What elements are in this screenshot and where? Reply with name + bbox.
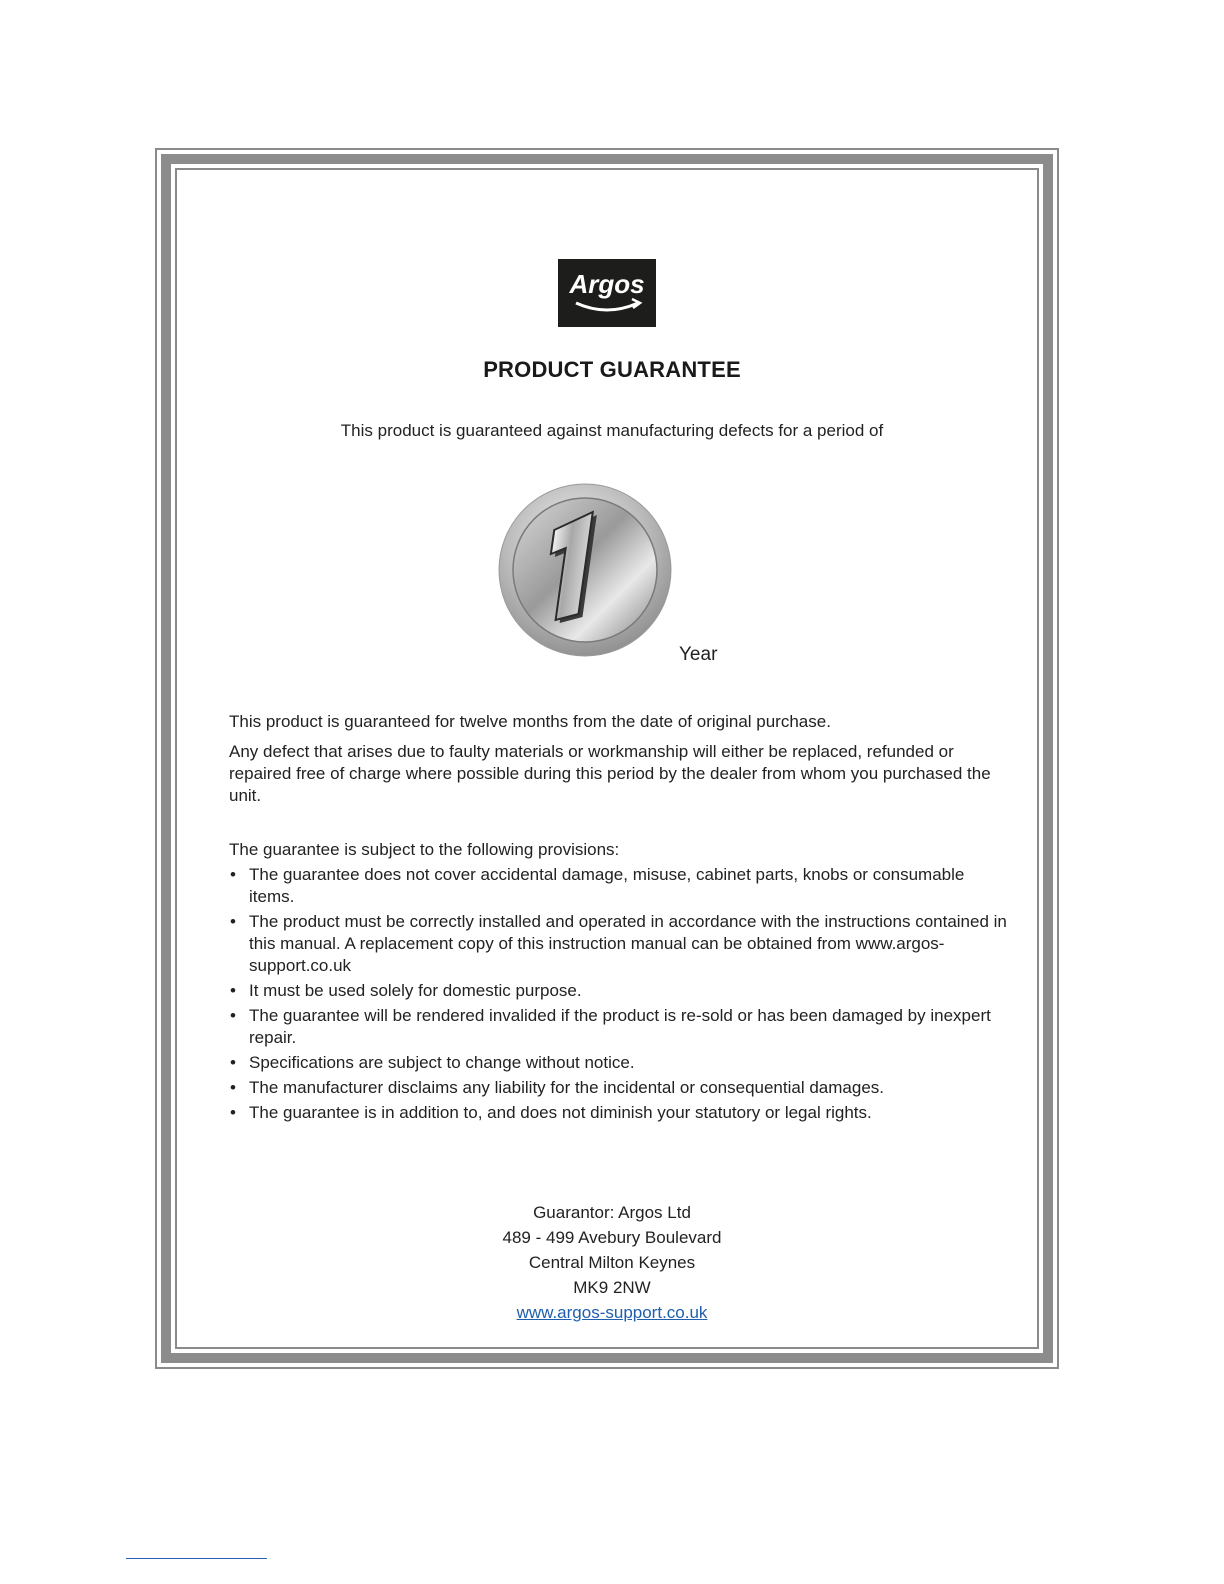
bullet-icon: • (230, 1006, 236, 1025)
address-city: Central Milton Keynes (528, 1253, 696, 1272)
argos-logo-graphic (558, 259, 656, 327)
bullet-icon: • (230, 912, 236, 931)
bullet-icon: • (230, 981, 236, 1000)
argos-logo (558, 259, 656, 327)
bullet-icon: • (230, 1053, 236, 1072)
bullet-icon: • (230, 865, 236, 884)
list-item (229, 1005, 1009, 1049)
bullet-icon: • (230, 1078, 236, 1097)
list-item (229, 1102, 1009, 1124)
provision-text: The guarantee does not cover accidental damage, misuse, cabinet parts, knobs or consumable items. (249, 865, 965, 906)
badge-unit-label: Year (679, 644, 718, 665)
address-street: 489 - 499 Avebury Boulevard (502, 1228, 722, 1247)
badge-medal-icon (497, 482, 673, 658)
guarantee-period-text: This product is guaranteed for twelve months from the date of original purchase. (229, 712, 831, 731)
list-item (229, 864, 1009, 908)
list-item (229, 1052, 1009, 1074)
provision-text: The product must be correctly installed and operated in accordance with the instructions contained in this manual. A replacement copy of this instruction manual can be obtained from www.argos-support.co.uk (249, 912, 1007, 975)
provision-text: The guarantee is in addition to, and does not diminish your statutory or legal rights. (249, 1103, 872, 1122)
list-item (229, 980, 1009, 1002)
defect-coverage-text: Any defect that arises due to faulty materials or workmanship will either be replaced, refunded or repaired free of charge where possible during this period by the dealer from whom you purchased the unit. (229, 742, 991, 805)
bullet-icon: • (230, 1103, 236, 1122)
one-year-badge (497, 482, 673, 658)
provision-text: It must be used solely for domestic purpose. (249, 981, 582, 1000)
provision-text: Specifications are subject to change without notice. (249, 1053, 635, 1072)
support-website-link[interactable]: www.argos-support.co.uk (516, 1303, 708, 1322)
address-postcode: MK9 2NW (573, 1278, 651, 1297)
argos-logo-wordmark: Argos (569, 269, 645, 299)
page-title: PRODUCT GUARANTEE (483, 357, 741, 382)
guarantee-intro: This product is guaranteed against manufacturing defects for a period of (340, 421, 884, 440)
guarantor-name: Guarantor: Argos Ltd (533, 1203, 691, 1222)
provision-text: The guarantee will be rendered invalided if the product is re-sold or has been damaged by inexpert repair. (249, 1006, 991, 1047)
argos-smile-icon (576, 303, 638, 310)
list-item (229, 1077, 1009, 1099)
footnote-divider (126, 1558, 267, 1559)
provisions-heading: The guarantee is subject to the following provisions: (229, 840, 620, 859)
provisions-list (229, 864, 1009, 1127)
list-item (229, 911, 1009, 977)
guarantor-address (0, 1200, 1224, 1325)
provision-text: The manufacturer disclaims any liability for the incidental or consequential damages. (249, 1078, 884, 1097)
